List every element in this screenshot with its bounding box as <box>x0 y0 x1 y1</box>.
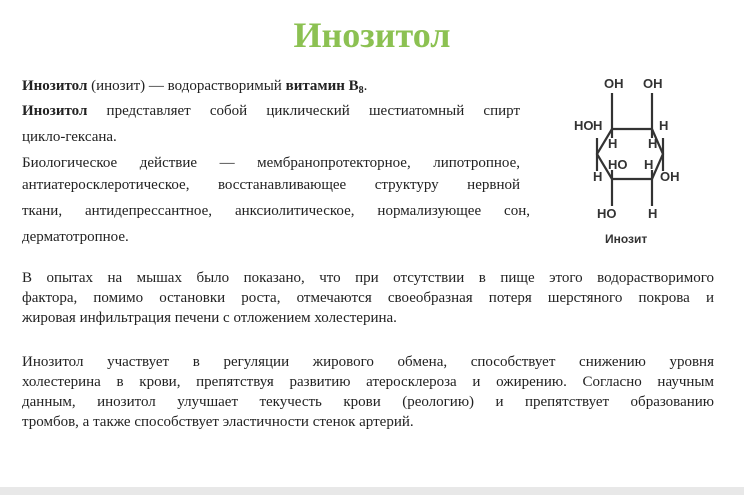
atom-label: OH <box>604 76 624 91</box>
atom-label: H <box>593 169 603 184</box>
intro-tail: . <box>363 78 368 94</box>
paragraph-line: холестерина в крови, препятствуя развитию атеросклероза и ожирению. Согласно научным <box>22 374 714 390</box>
atom-label: H <box>608 136 618 151</box>
paragraph-line: данным, инозитол улучшает текучесть крови (реологию) и препятствует образованию <box>22 394 714 410</box>
vitamin-label <box>286 78 364 94</box>
atom-label: OH <box>643 76 663 91</box>
atom-label: HO <box>608 157 628 172</box>
paragraph-metabolism <box>22 352 714 432</box>
intro-line-5: антиатеросклеротическое, восстанавливающее структуру нервной <box>22 177 520 193</box>
atom-label: H <box>659 118 669 133</box>
term-inositol-2: Инозитол <box>22 103 88 119</box>
atom-label: H <box>644 157 654 172</box>
paragraph-line: Инозитол участвует в регуляции жирового обмена, способствует снижению уровня <box>22 354 714 370</box>
intro-line-3: цикло-гексана. <box>22 129 117 145</box>
intro-line-6: ткани, антидепрессантное, анксиолитическое, нормализующее сон, <box>22 203 530 219</box>
molecule-caption: Инозит <box>605 232 648 246</box>
atom-label: H <box>648 206 658 221</box>
paragraph-mice <box>22 268 714 328</box>
vitamin-text: витамин B <box>285 78 359 94</box>
atom-label: H <box>648 136 658 151</box>
intro-line-4: Биологическое действие — мембранопротекторное, липотропное, <box>22 155 520 171</box>
paragraph-line: жировая инфильтрация печени с отложением холестерина. <box>22 310 397 326</box>
atom-label: OH <box>660 169 680 184</box>
inositol-structure-diagram <box>560 68 710 258</box>
intro-text: (инозит) — водорастворимый <box>87 78 286 94</box>
intro-line-2 <box>22 102 520 120</box>
intro-line-2-text: представляет собой циклический шестиатомный спирт <box>87 103 520 119</box>
page-title: Инозитол <box>293 15 451 55</box>
term-inositol: Инозитол <box>22 78 88 94</box>
paragraph-line: фактора, помимо остановки роста, отмечаются своеобразная потеря шерстяного покрова и <box>22 290 714 306</box>
atom-label: HO <box>597 206 617 221</box>
atom-label: H <box>593 118 603 133</box>
intro-line-7: дерматотропное. <box>22 229 129 245</box>
intro-line-1 <box>22 77 367 100</box>
paragraph-line: В опытах на мышах было показано, что при отсутствии в пище этого водорастворимого <box>22 270 714 286</box>
vitamin-subscript: 8 <box>358 85 364 96</box>
paragraph-line: тромбов, а также способствует эластичности стенок артерий. <box>22 414 414 430</box>
bottom-bar <box>0 487 744 495</box>
atom-label: HO <box>574 118 594 133</box>
